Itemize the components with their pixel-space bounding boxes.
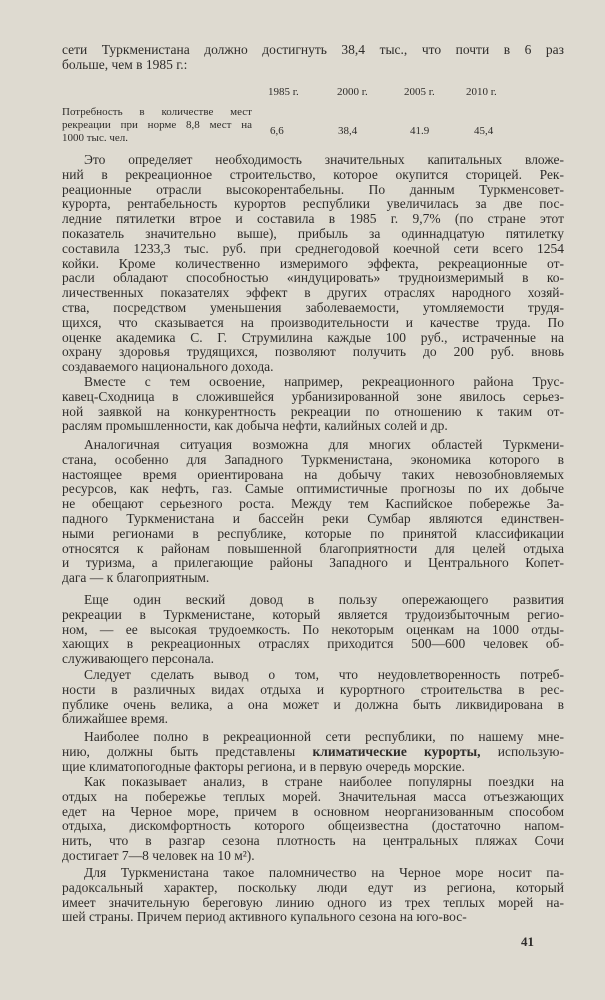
text-line: расли обладают способностью «индуцировать» трудноизмеримый в ко- (62, 271, 564, 286)
paragraph (62, 668, 564, 727)
text-line: оценке академика С. Г. Струмилина каждые 100 руб., истраченные на (62, 330, 564, 345)
text-line: публике очень велика, а она может и должна быть ликвидирована в (62, 697, 564, 712)
table-cell: 38,4 (338, 125, 358, 137)
column-header: 2010 г. (466, 86, 497, 98)
text-line: охрану здоровья трудящихся, позволяют получить до 200 руб. вновь (62, 345, 564, 360)
column-header: 2000 г. (337, 86, 368, 98)
paragraph (62, 866, 564, 925)
text-line: реационные отрасли высокорентабельны. По данным Туркменсовет- (62, 182, 564, 197)
text-line: настоящее время ориентирована на добычу таких невозобновляемых (62, 467, 564, 482)
text-line: ресурсов, как нефть, газ. Самые оптимистичные прогнозы по их добыче (62, 482, 564, 497)
table-cell: 6,6 (270, 125, 284, 137)
page-number: 41 (521, 934, 534, 949)
text-line: Для Туркменистана такое паломничество на Черное море носит па- (84, 866, 564, 880)
text-line: и туризма, а прилегающие районы Западного и Центрального Копет- (62, 556, 564, 571)
text-line: Еще один веский довод в пользу опережающего развития (84, 593, 564, 607)
text-line: Следует сделать вывод о том, что неудовлетворенность потреб- (84, 668, 564, 682)
text-span: нию, должны быть представлены (62, 744, 313, 759)
text-line: Это определяет необходимость значительных капитальных вложе- (84, 153, 564, 167)
text-line: падного Туркменистана и бассейн реки Сумбар являются единствен- (62, 511, 564, 526)
text-line: кавец-Сходница в сложившейся урбанизированной зоне явилось серьез- (62, 389, 564, 404)
text-line: ства, посредством уменьшения заболеваемости, утомляемости трудя- (62, 300, 564, 315)
text-line: ний в рекреационное строительство, которое окупится сторицей. Рек- (62, 167, 564, 182)
intro-text (62, 43, 564, 73)
text-line: ближайшее время. (62, 712, 169, 727)
text-line: ности в различных видах отдыха и курортного строительства в рес- (62, 682, 564, 697)
text-line: относятся к районам повышенной благоприятности для целей отдыха (62, 541, 564, 556)
paragraph (62, 730, 564, 774)
column-header: 2005 г. (404, 86, 435, 98)
text-line (62, 745, 564, 760)
text-line: создаваемого национального дохода. (62, 360, 274, 375)
text-line: не обещают серьезного роста. Между тем Каспийское побережье За- (62, 497, 564, 512)
bold-term: климатические курорты, (312, 744, 481, 759)
text-line: личественных показателях эффект в других отраслях народного хозяй- (62, 286, 564, 301)
table-cell: 45,4 (474, 125, 494, 137)
text-line: достигает 7—8 человек на 10 м²). (62, 848, 255, 863)
text-line: рекреации в Туркменистане, который является трудоизбыточным регио- (62, 607, 564, 622)
text-line: ными регионами в республике, которые по принятой классификации (62, 526, 564, 541)
text-line: показатель значительно выше), прибыль за одиннадцатую пятилетку (62, 226, 564, 241)
text-line: Вместе с тем освоение, например, рекреационного района Трус- (84, 375, 564, 389)
text-line: Наиболее полно в рекреационной сети республики, по нашему мне- (84, 730, 564, 744)
text-line: нить, что в разгар сезона плотность на центральных пляжах Сочи (62, 834, 564, 849)
text-line: курорта, рентабельность курортов республики увеличилась за две пос- (62, 197, 564, 212)
paragraph (62, 775, 564, 864)
text-line: имеет значительную береговую линию одного из трех теплых морей на- (62, 895, 564, 910)
text-line: едет на Черное море, причем в основном неорганизованным способом (62, 804, 564, 819)
text-line: хающих в рекреационных отраслях приходится 500—600 человек об- (62, 637, 564, 652)
text-line: составила 1233,3 тыс. руб. при среднегодовой коечной сети всего 1254 (62, 241, 564, 256)
text-line: раслям промышленности, как добыча нефти, калийных солей и др. (62, 419, 448, 434)
text-line: шей страны. Причем период активного купального сезона на юго-вос- (62, 910, 467, 925)
text-line: больше, чем в 1985 г.: (62, 57, 188, 72)
text-line: щихся, что сказывается на производительности и качестве труда. По (62, 315, 564, 330)
recreation-capacity-table (62, 85, 564, 147)
row-label-line: 1000 тыс. чел. (62, 132, 128, 144)
text-line: ном, — ее высокая трудоемкость. По некоторым оценкам на 1000 отды- (62, 622, 564, 637)
text-line: отдых на побережье теплых морей. Значительная масса отъезжающих (62, 789, 564, 804)
text-line: ледние пятилетки втрое и составила в 1985 г. 9,7% (по стране этот (62, 212, 564, 227)
paragraph (62, 375, 564, 434)
text-line: служивающего персонала. (62, 652, 214, 667)
row-label (62, 106, 252, 145)
text-line: Аналогичная ситуация возможна для многих областей Туркмени- (84, 438, 564, 452)
text-line: стана, особенно для Западного Туркменистана, экономика которого в (62, 452, 564, 467)
row-label-line: Потребность в количестве мест (62, 106, 252, 118)
paragraph (62, 438, 564, 586)
text-line: Как показывает анализ, в стране наиболее популярны поездки на (84, 775, 564, 789)
text-span: использую- (480, 744, 564, 759)
text-line: радоксальный характер, поскольку люди едут из региона, который (62, 880, 564, 895)
paragraph (62, 593, 564, 667)
text-line: щие климатопогодные факторы региона, и в первую очередь морские. (62, 759, 465, 774)
table-cell: 41.9 (410, 125, 430, 137)
paragraph (62, 153, 564, 375)
text-line: ной заявкой на конкурентность рекреации по отношению к таким от- (62, 404, 564, 419)
text-line: отдыха, дискомфортность которого общеизвестна (достаточно напом- (62, 819, 564, 834)
row-label-line: рекреации при норме 8,8 мест на (62, 119, 252, 131)
column-header: 1985 г. (268, 86, 299, 98)
text-line: сети Туркменистана должно достигнуть 38,4 тыс., что почти в 6 раз (62, 43, 564, 57)
text-line: дага — к благоприятным. (62, 571, 210, 586)
text-line: койки. Кроме количественно измеримого эффекта, рекреационные от- (62, 256, 564, 271)
